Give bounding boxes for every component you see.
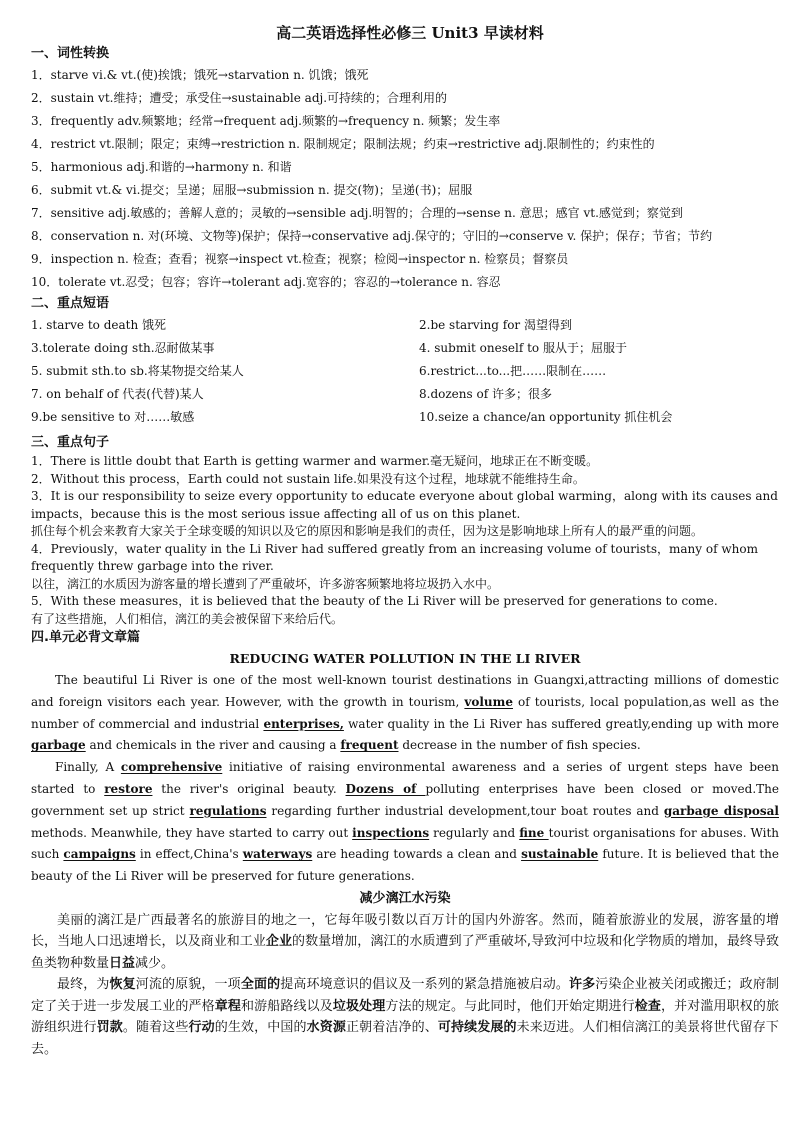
vocab-item: 10．tolerate vt.忍受；包容；容许→tolerant adj.宽容的；容忍的→tolerance n. 容忍 [31,275,501,289]
translation-keyword: 章程 [214,998,241,1014]
vocab-item: 8．conservation n. 对(环境、文物等)保护；保持→conservative adj.保守的；守旧的→conserve v. 保护；保存；节省；节约 [31,229,713,243]
translation-text: 提高环境意识的倡议及一系列的紧急措施被启动。 [280,977,570,993]
translation-paragraph [31,910,779,975]
section-article-heading: 四.单元必背文章篇 [31,630,140,645]
page-title: 高二英语选择性必修三 Unit3 早读材料 [276,24,544,42]
keyword: restore [104,781,153,796]
translation-keyword: 日益 [109,955,136,971]
keyword: volume [464,694,513,709]
article-text: water quality in the Li River has suffered greatly,ending up with more [343,716,779,731]
phrase-list [31,314,779,429]
vocab-item: 1．starve vi.& vt.(使)挨饿；饿死→starvation n. 饥饿；饿死 [31,68,369,82]
translation-keyword: 水资源 [306,1020,346,1036]
translation-keyword: 企业 [265,934,293,950]
article-text: are heading towards a clean and [312,847,522,862]
article-text: future. It is believed that the beauty of the Li River will be preserved for future generations. [31,847,780,884]
translation-keyword: 垃圾处理 [332,998,386,1014]
article-text: regularly and [429,825,520,840]
sentence-list [31,453,779,628]
translation-title: 减少漓江水污染 [359,890,451,906]
keyword: fine [519,825,549,840]
keyword: waterways [242,847,313,862]
article-text: of tourists, local population,as well as the number of commercial and industrial [31,694,779,731]
phrase-row [31,337,779,360]
keyword: campaigns [63,847,136,862]
translation-keyword: 许多 [569,977,596,993]
article-text: in effect,China's [135,847,243,862]
sentence-translation: 抓住每个机会来教育大家关于全球变暖的知识以及它的原因和影响是我们的责任，因为这是影响地球上所有人的最严重的问题。 [31,524,704,538]
sentence-item: 2．Without this process，Earth could not sustain life.如果没有这个过程，地球就不能维持生命。 [31,471,585,486]
keyword: enterprises, [263,716,344,731]
phrase-item: 6.restrict...to...把……限制在…… [419,364,607,378]
translation-keyword: 检查 [634,998,661,1014]
translation-text: 减少。 [135,955,175,971]
translation-keyword: 行动 [188,1020,215,1036]
article-title: REDUCING WATER POLLUTION IN THE LI RIVER [229,651,581,666]
translation-text: 。随着这些 [122,1020,189,1036]
phrase-row [31,360,779,383]
keyword: frequent [340,738,399,753]
translation-text: 污染企业被关闭或搬迁；政府制定了关于进一步发展工业的严格 [31,977,779,1014]
translation-paragraph [31,974,779,1060]
article-text: tourist organisations for abuses. With such [31,825,779,862]
translation-keyword: 恢复 [109,977,136,993]
sentence-item: 4．Previously，water quality in the Li River had suffered greatly from an increasing volume of tourists，many of whom frequently threw garbage into the river. [31,541,758,573]
article-text: Finally, A [55,760,121,775]
sentence-item: 1．There is little doubt that Earth is getting warmer and warmer.毫无疑问，地球正在不断变暖。 [31,454,599,468]
translation-text: 方法的规定。与此同时，他们开始定期进行 [385,998,635,1014]
article-text: the river's original beauty. [152,781,346,796]
keyword: regulations [189,803,267,818]
vocab-item: 7．sensitive adj.敏感的；善解人意的；灵敏的→sensible adj.明智的；合理的→sense n. 意思；感官 vt.感觉到；察觉到 [31,206,683,220]
document-page [31,22,779,1060]
translation-text: 美丽的漓江是广西最著名的旅游目的地之一，它每年吸引数以百万计的国内外游客。然而，随着旅游业的发展，游客量的增长，当地人口迅速增长，以及商业和工业 [31,912,779,950]
keyword: comprehensive [120,760,223,775]
article-text: The beautiful Li River is one of the most well-known tourist destinations in Guangxi,attracting millions of domestic and foreign visitors each year. However, with the growth in tourism, [31,673,779,709]
translation-text: 河流的原貌，一项 [135,977,241,993]
sentence-translation: 有了这些措施，人们相信，漓江的美会被保留下来给后代。 [31,611,344,626]
sentence-item: 3．It is our responsibility to seize every opportunity to educate everyone about global warming，along with its causes and impacts，because this is the most serious issue affecting all of us on this planet. [31,489,778,521]
translation-text: 正朝着洁净的、 [345,1020,438,1036]
sentence-translation: 以往，漓江的水质因为游客量的增长遭到了严重破坏，许多游客频繁地将垃圾扔入水中。 [31,576,500,591]
article-text: methods. Meanwhile, they have started to carry out [31,825,353,840]
phrase-item: 8.dozens of 许多；很多 [419,387,552,401]
article-text: polluting enterprises have been closed or moved.The government set up strict [31,781,779,818]
phrase-row [31,314,779,337]
translation-text: 和游船路线以及 [240,998,333,1014]
phrase-item: 7. on behalf of 代表(代替)某人 [31,387,204,401]
article-paragraph [31,757,779,888]
phrase-item: 1. starve to death 饿死 [31,318,166,332]
vocab-item: 3．frequently adv.频繁地；经常→frequent adj.频繁的→frequency n. 频繁；发生率 [31,114,501,128]
keyword: garbage [31,738,86,753]
section-sentences-heading: 三、重点句子 [31,435,110,450]
translation-text: 的生效，中国的 [214,1020,307,1036]
article-text: and chemicals in the river and causing a [85,738,341,753]
phrase-item: 5. submit sth.to sb.将某物提交给某人 [31,364,244,378]
article-text: initiative of raising environmental awareness and a series of urgent steps have been started to [31,760,779,796]
sentence-item: 5．With these measures，it is believed that the beauty of the Li River will be preserved for generations to come. [31,594,718,608]
phrase-item: 4. submit oneself to 服从于；屈服于 [419,341,627,355]
vocab-list [31,64,779,294]
phrase-item: 9.be sensitive to 对……敏感 [31,410,195,424]
phrase-row [31,383,779,406]
vocab-item: 6．submit vt.& vi.提交；呈递；屈服→submission n. 提交(物)；呈递(书)；屈服 [31,183,473,197]
section-phrases-heading: 二、重点短语 [31,296,110,311]
article-paragraph [31,670,779,757]
phrase-item: 2.be starving for 渴望得到 [419,318,572,332]
keyword: sustainable [521,847,599,862]
vocab-item: 2．sustain vt.维持；遭受；承受住→sustainable adj.可持续的；合理利用的 [31,91,448,105]
translation-keyword: 可持续发展的 [437,1020,517,1036]
phrase-item: 10.seize a chance/an opportunity 抓住机会 [419,410,673,424]
keyword: inspections [352,825,430,840]
phrase-item: 3.tolerate doing sth.忍耐做某事 [31,341,215,355]
translation-keyword: 罚款 [96,1020,123,1036]
translation-text: 未来迈进。人们相信漓江的美景将世代留存下去。 [31,1020,779,1057]
article-text: regarding further industrial development,tour boat routes and [266,803,664,818]
phrase-row [31,406,779,429]
section-vocab-heading: 一、词性转换 [31,46,110,61]
keyword: Dozens of [345,781,426,796]
translation-text: 最终，为 [57,977,110,993]
translation-text: ，并对滥用职权的旅游组织进行 [31,998,779,1036]
vocab-item: 5．harmonious adj.和谐的→harmony n. 和谐 [31,160,292,174]
keyword: garbage disposal [663,803,779,818]
vocab-item: 4．restrict vt.限制；限定；束缚→restriction n. 限制规定；限制法规；约束→restrictive adj.限制性的；约束性的 [31,137,655,151]
article-text: decrease in the number of fish species. [398,738,641,753]
translation-keyword: 全面的 [240,977,281,993]
vocab-item: 9．inspection n. 检查；查看；视察→inspect vt.检查；视察；检阅→inspector n. 检察员；督察员 [31,252,569,266]
translation-text: 的数量增加，漓江的水质遭到了严重破坏,导致河中垃圾和化学物质的增加，最终导致鱼类物种数量 [31,934,779,971]
